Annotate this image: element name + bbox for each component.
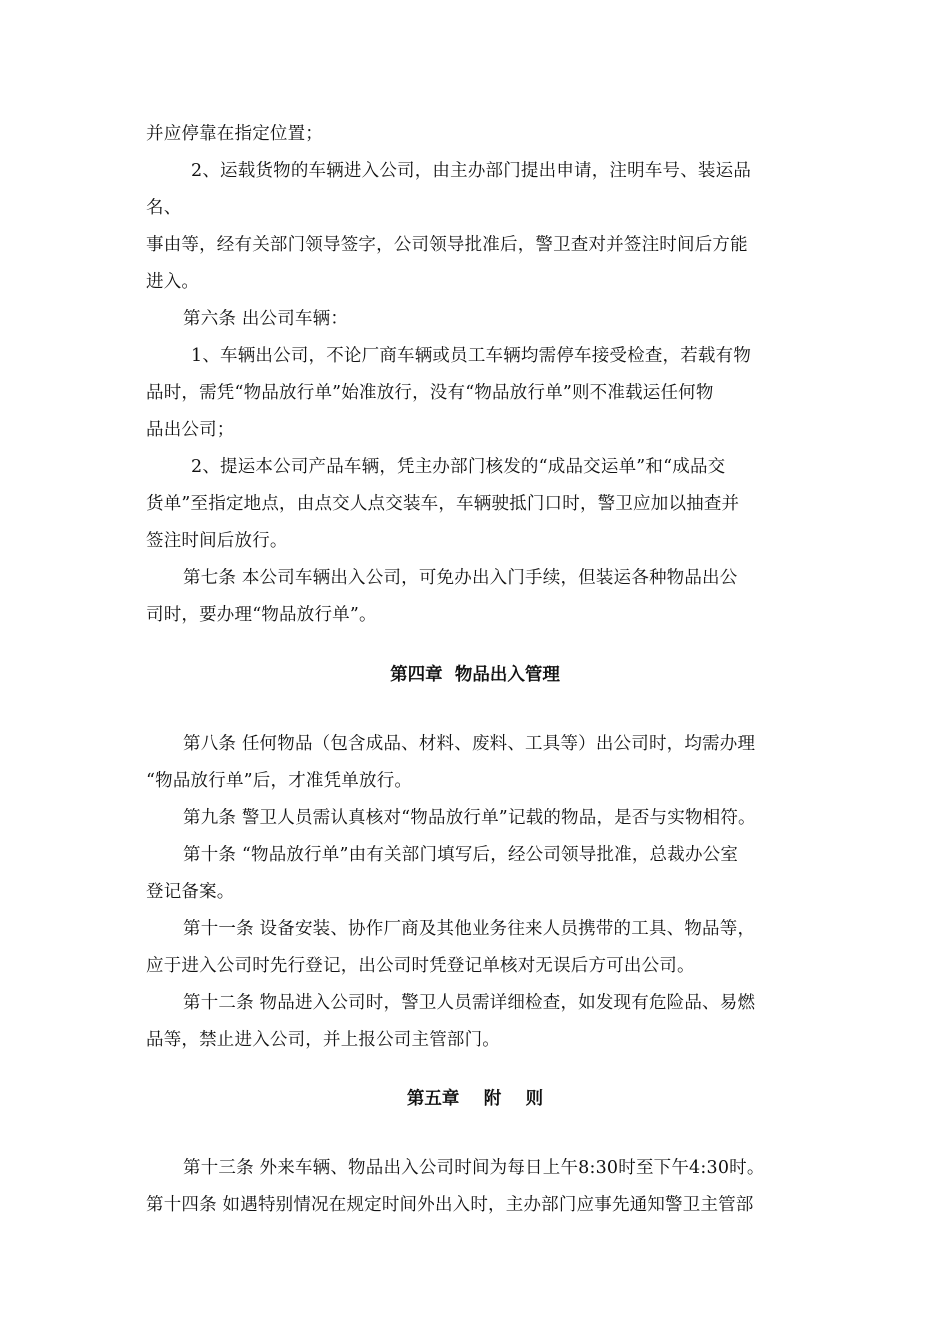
text-line: 第七条 本公司车辆出入公司，可免办出入门手续，但装运各种物品出公	[183, 568, 738, 588]
text-line: 第十条 “物品放行单”由有关部门填写后，经公司领导批准，总裁办公室	[183, 845, 739, 865]
text-line: 签注时间后放行。	[146, 531, 288, 551]
text-line: 进入。	[146, 272, 200, 292]
chapter-heading: 第四章 物品出入管理	[390, 665, 560, 685]
text-line: 品出公司；	[146, 420, 235, 440]
chapter-heading: 第五章 附 则	[406, 1089, 544, 1109]
text-line: 第十二条 物品进入公司时，警卫人员需详细检查，如发现有危险品、易燃	[183, 993, 756, 1013]
text-line: 2、提运本公司产品车辆，凭主办部门核发的“成品交运单”和“成品交	[191, 457, 726, 477]
text-line: 登记备案。	[146, 882, 235, 902]
text-line: 第八条 任何物品（包含成品、材料、废料、工具等）出公司时，均需办理	[183, 734, 756, 754]
text-line: 名、	[146, 198, 182, 218]
text-line: 应于进入公司时先行登记，出公司时凭登记单核对无误后方可出公司。	[146, 956, 695, 976]
text-line: 品时，需凭“物品放行单”始准放行，没有“物品放行单”则不准载运任何物	[146, 383, 714, 403]
text-line: 第九条 警卫人员需认真核对“物品放行单”记载的物品，是否与实物相符。	[183, 808, 756, 828]
text-line: 事由等，经有关部门领导签字，公司领导批准后，警卫查对并签注时间后方能	[146, 235, 748, 255]
text-line: 第十三条 外来车辆、物品出入公司时间为每日上午8:30时至下午4:30时。	[183, 1158, 765, 1178]
text-line: 第十四条 如遇特别情况在规定时间外出入时，主办部门应事先通知警卫主管部	[146, 1195, 754, 1215]
text-line: 第十一条 设备安装、协作厂商及其他业务往来人员携带的工具、物品等，	[183, 919, 756, 939]
text-line: 货单”至指定地点，由点交人点交装车，车辆驶抵门口时，警卫应加以抽查并	[146, 494, 740, 514]
article-heading: 第六条 出公司车辆：	[183, 309, 349, 329]
text-line: 司时，要办理“物品放行单”。	[146, 605, 377, 625]
text-line: 品等，禁止进入公司，并上报公司主管部门。	[146, 1030, 500, 1050]
text-line: “物品放行单”后，才准凭单放行。	[146, 771, 413, 791]
text-line: 1、车辆出公司，不论厂商车辆或员工车辆均需停车接受检查，若载有物	[191, 346, 752, 366]
text-line: 并应停靠在指定位置；	[146, 124, 323, 144]
text-line: 2、运载货物的车辆进入公司，由主办部门提出申请，注明车号、装运品	[191, 161, 752, 181]
